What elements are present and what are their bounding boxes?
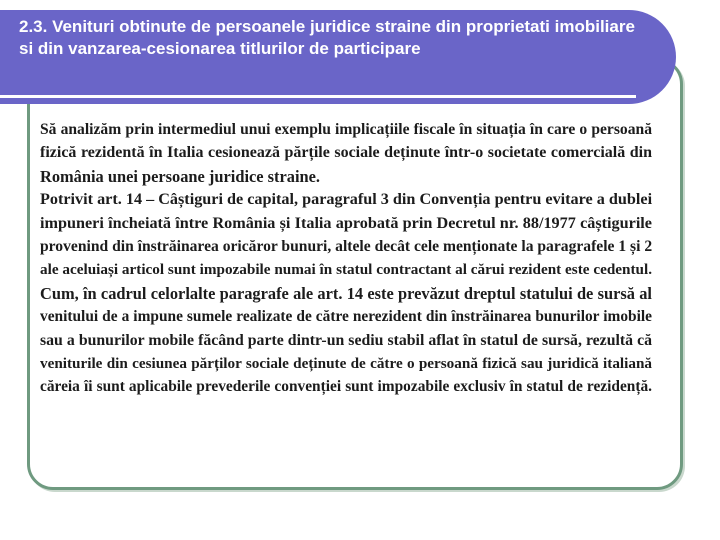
document-line: sau a bunurilor mobile făcând parte dintr-un sediu stabil aflat în statul de sursă, rezultă că [40,331,652,349]
document-line: veniturile din cesiunea părților sociale deținute de către o persoană fizică sau juridică italiană [40,355,652,373]
document-line: România unei persoane juridice straine. [40,166,320,186]
scanned-document-text [40,118,652,399]
document-line: ale aceluiași articol sunt impozabile numai în statul contractant al cărui rezident este cedentul. [40,261,652,279]
document-line: venitului de a impune sumele realizate de către nerezident din înstrăinarea bunurilor imobile [40,308,652,326]
document-line: Cum, în cadrul celorlalte paragrafe ale art. 14 este prevăzut dreptul statului de sursă al [40,283,652,303]
document-line: căreia îi sunt aplicabile prevederile convenției sunt impozabile exclusiv în statul de rezidență. [40,378,652,396]
document-line: provenind din înstrăinarea oricăror bunuri, altele decât cele menționate la paragrafele 1 și 2 [40,238,652,256]
document-line: Să analizăm prin intermediul unui exemplu implicațiile fiscale în situația în care o persoană [40,121,652,138]
document-line: Potrivit art. 14 – Câștiguri de capital, paragraful 3 din Convenția pentru evitare a dublei [40,190,652,209]
document-line: fizică rezidentă în Italia cesionează părțile sociale deținute într-o societate comercială din [40,144,652,162]
document-line: impuneri încheiată între România și Italia aprobată prin Decretul nr. 88/1977 câștigurile [40,213,652,232]
title-underline [0,95,636,98]
slide-title: 2.3. Venituri obtinute de persoanele juridice straine din proprietati imobiliare si din vanzarea-cesionarea titlurilor de participare [19,17,635,58]
